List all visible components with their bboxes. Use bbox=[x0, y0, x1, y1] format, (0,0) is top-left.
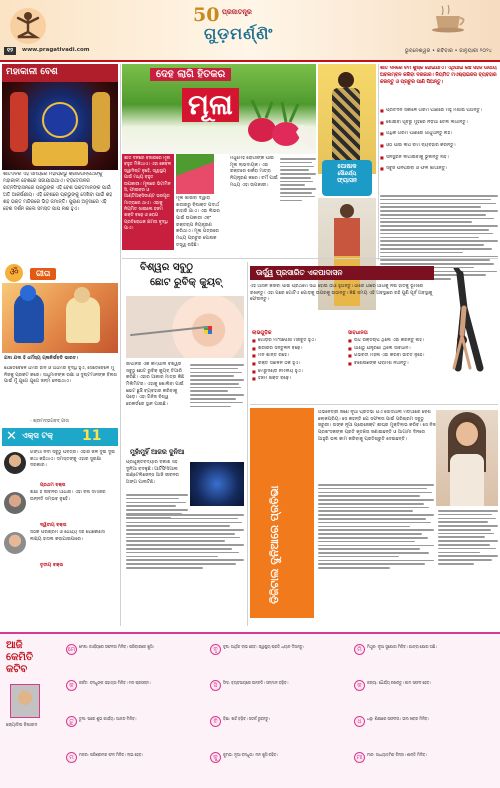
tip-item: ■ ଶୋଇବା ପୂର୍ବରୁ ମୁହଁରେ ନଡ଼ିଆ ତେଲ ଲଗାନ୍ତୁ। bbox=[380, 120, 498, 127]
astrologer-photo bbox=[10, 684, 40, 718]
tip-item: ■ ଓଠ ପାଇଁ ଲିପ ବାମ ବ୍ୟବହାର କରନ୍ତୁ। bbox=[380, 143, 498, 150]
zodiac-text: ବୃଷ: ଆର୍ଥିକ ଲାଭ ହେବ। ସ୍ୱାସ୍ଥ୍ୟ ପ୍ରତି ଧ୍ୟାନ ଦିଅନ୍ତୁ। bbox=[223, 644, 305, 649]
rubik-title-1: ବିଶ୍ୱର ସବୁଠୁ bbox=[140, 262, 193, 273]
cancer-icon: କ bbox=[66, 680, 77, 691]
fashion-label bbox=[322, 160, 372, 196]
radish-photo bbox=[176, 154, 214, 194]
horoscope-title bbox=[6, 640, 62, 676]
xtalk-quote-3: ସଠିକ ପରିଶ୍ରମ ଓ ଧୈର୍ଯ୍ୟ ସହ ଯେକୌଣସି ଲକ୍ଷ୍ୟ ହାସଲ କରାଯାଇପାରେ। bbox=[30, 530, 105, 542]
aquarius-icon: କୁ bbox=[210, 752, 221, 763]
horoscope-section bbox=[0, 632, 500, 788]
zodiac-text: ତୁଳା: ଘରେ ଶୁଭ କାର୍ଯ୍ୟ। ଆନନ୍ଦ ମିଳିବ। bbox=[79, 716, 137, 721]
interview-right-lines bbox=[438, 510, 498, 565]
zodiac-text: ମେଷ: କାର୍ଯ୍ୟରେ ସଫଳତା ମିଳିବ। ପରିବାରରେ ଖୁସି। bbox=[79, 644, 155, 649]
gita-verse: ଯଦା ଯଦା ହି ଧର୍ମସ୍ୟ ଗ୍ଳାନିର୍ଭବତି ଭାରତ। bbox=[4, 356, 78, 361]
anniversary-badge: 50 bbox=[193, 4, 220, 26]
xtalk-avatar-1 bbox=[4, 452, 26, 474]
yoga-caution: ■ ଗର୍ଭବତୀ ମହିଳା ଏହା କରିବା ଉଚିତ ନୁହେଁ। bbox=[348, 353, 438, 360]
rubik-sub-body: ପ୍ରଯୁକ୍ତିବିଦ୍ୟାର ବିକାଶ ସହ ଦୁନିଆ ବଦଳୁଛି। ଆର୍ଟିଫିସିଆଲ ଇଣ୍ଟେଲିଜେନ୍ସ ଆଜି ଜୀବନର ଅଙ୍ଗ ପାଲଟିଛି। bbox=[126, 460, 179, 485]
tips-list bbox=[380, 108, 498, 178]
tip-item: ■ ସବୁଜ ପନିପରିବା ଓ ଫଳ ଖାଆନ୍ତୁ। bbox=[380, 166, 498, 173]
xtalk-avatar-3 bbox=[4, 532, 26, 554]
mahakali-title: ମହାକାଳୀ ବେଶ bbox=[2, 64, 118, 82]
teacup-icon bbox=[430, 4, 470, 34]
ai-image bbox=[190, 462, 244, 506]
horoscope-title-3: କଟିବ bbox=[6, 664, 28, 675]
zodiac-leo bbox=[210, 680, 350, 691]
mula-text-lines bbox=[280, 158, 316, 201]
yoga-col1-head: ଲାଭଗୁଡ଼ିକ bbox=[252, 330, 272, 336]
page-number: ୧୨ bbox=[4, 47, 16, 55]
xtalk-number: 11 bbox=[82, 428, 102, 444]
masthead-title: ଗୁଡ଼ମର୍ଣ୍ଣିଂ bbox=[204, 24, 274, 43]
xtalk-label: ଏକ୍ସ ଟକ୍ bbox=[22, 431, 53, 440]
interview-heading: ଡିଜିଟାଲ ଦୁନିଆରେ ପ୍ରତିଭା bbox=[268, 485, 281, 604]
mula-col3: ମଧୁମେହ ରୋଗୀଙ୍କ ପାଇଁ ମୂଳା ଲାଭଦାୟକ। ଏହା ରକ୍ତରେ ଶର୍କରା ମାତ୍ରା ନିୟନ୍ତ୍ରଣ କରେ। ଚର୍ମ ପାଇଁ ମଧ୍ୟ ଏହା ଉପକାରୀ। bbox=[230, 156, 278, 188]
divider bbox=[250, 404, 498, 405]
yoga-caution: ■ ବିଶେଷଜ୍ଞଙ୍କ ପରାମର୍ଶ ନିଅନ୍ତୁ। bbox=[348, 361, 438, 368]
brand-small: ପ୍ରଜାତନ୍ତ୍ର bbox=[222, 8, 252, 16]
mula-banner bbox=[122, 64, 316, 154]
gemini-icon: ମି bbox=[354, 644, 365, 655]
zodiac-virgo bbox=[354, 680, 494, 691]
virgo-icon: କ bbox=[354, 680, 365, 691]
yoga-body: ଏହି ଆସନ କରିବା ପାଇଁ ପ୍ରଥମେ ସିଧା ହୋଇ ଠିଆ ହୁଅନ୍ତୁ। ଧୀରେ ଧୀରେ ଆଗକୁ ନଇଁ ହାତକୁ ଭୂମିରେ ରଖନ୍ତୁ। ଏହା ପରେ ଗୋଟିଏ ଗୋଡ଼କୁ ଉପରକୁ ଉଠାନ୍ତୁ। କିଛି ସମୟ ଏହି ଅବସ୍ଥାରେ ରହି ପୁଣି ପୂର୍ବ ଅବସ୍ଥାକୁ ଫେରନ୍ତୁ। bbox=[250, 284, 433, 303]
divider bbox=[120, 64, 121, 626]
mahakali-photo bbox=[2, 82, 118, 170]
sagittarius-icon: ଧ bbox=[354, 716, 365, 727]
actress-photo bbox=[436, 410, 498, 506]
site-url[interactable]: www.pragativadi.com bbox=[22, 47, 90, 53]
xtalk-name-2: ଦ୍ୱିତୀୟ ବକ୍ତା bbox=[40, 523, 67, 528]
mula-title: ମୂଳା bbox=[182, 88, 239, 122]
zodiac-text: କନ୍ୟା: ଧୈର୍ଯ୍ୟ ରଖନ୍ତୁ। କାମ ସଫଳ ହେବ। bbox=[367, 680, 431, 685]
zodiac-text: ବିଛା: ଖର୍ଚ୍ଚ ବଢ଼ିବ। ସତର୍କ ରୁହନ୍ତୁ। bbox=[223, 716, 271, 721]
gita-body: ଯେତେବେଳେ ଧର୍ମର ହାନି ଓ ଅଧର୍ମର ବୃଦ୍ଧି ହୁଏ, ସେତେବେଳେ ମୁଁ ନିଜକୁ ପ୍ରକଟ କରେ। ସାଧୁମାନଙ୍କ ରକ୍ଷା ଓ ଦୁଷ୍ଟମାନଙ୍କ ବିନାଶ ପାଇଁ ମୁଁ ଯୁଗେ ଯୁଗେ ଜନ୍ମ ନେଇଥାଏ। bbox=[4, 366, 117, 385]
divider bbox=[122, 258, 498, 259]
pisces-icon: ମୀ bbox=[354, 752, 365, 763]
gita-om-icon: ॐ bbox=[5, 264, 23, 282]
interview-panel bbox=[250, 408, 314, 618]
rubik-title-2: ଛୋଟ ରୁବିକ୍ କ୍ୟୁବ୍ bbox=[150, 277, 222, 288]
masthead-rule bbox=[0, 60, 500, 62]
zodiac-aries bbox=[66, 644, 206, 655]
zodiac-libra bbox=[66, 716, 206, 727]
rubik-body: ଜାପାନର ଏକ କମ୍ପାନୀ ବିଶ୍ୱର ସବୁଠୁ ଛୋଟ ରୁବିକ୍ କ୍ୟୁବ୍ ତିଆରି କରିଛି। ଏହାର ଆକାର ମାତ୍ର କିଛି ମିଲିମିଟର। ଏହାକୁ ଖୋଲିବା ପାଇଁ ଛୋଟ ଛୁଞ୍ଚି ବ୍ୟବହାର କରିବାକୁ ପଡ଼େ। ଏହା ଗିନିଜ ବିଶ୍ୱ ରେକର୍ଡରେ ସ୍ଥାନ ପାଇଛି। bbox=[126, 362, 185, 407]
xtalk-header bbox=[2, 428, 118, 446]
mahakali-body: ଶୀତଦିନର ଏହି ସମୟରେ ମହାପ୍ରଭୁ ଶ୍ରୀଜଗନ୍ନାଥଙ୍କୁ ମହାକାଳୀ ବେଶରେ ସଜାଯାଇଥାଏ। ବଡ଼ଦେଉଳର ରତ୍ନସିଂହାସନରେ ପ୍ରଭୁଙ୍କ ଏହି ବେଶ ଭକ୍ତମାନଙ୍କ ପାଇଁ ଅତି ଆକର୍ଷଣୀୟ। ଏହି ବେଶରେ ପ୍ରଭୁଙ୍କୁ ଦେଖିବା ପାଇଁ ଶହ ଶହ ଭକ୍ତ ମନ୍ଦିରରେ ଭିଡ଼ ଜମାନ୍ତି। ପୁରାଣ ଅନୁସାରେ ଏହି ବେଶ ଦର୍ଶନ କଲେ ସମସ୍ତ ପାପ ନାଶ ହୁଏ। bbox=[3, 172, 113, 212]
aries-icon: ମେ bbox=[66, 644, 77, 655]
masthead bbox=[0, 0, 500, 60]
gita-credit: - ଶ୍ରୀମଦ୍ଭଗବଦ୍ ଗୀତା bbox=[30, 419, 69, 424]
zodiac-capricorn bbox=[66, 752, 206, 763]
mula-kicker: ଦେହ ଲାଗି ହିତକର bbox=[150, 68, 231, 81]
fashion-label-1: ପୋଷାକ bbox=[337, 163, 357, 170]
zodiac-text: ମିଥୁନ: ନୂଆ ସୁଯୋଗ ମିଳିବ। ଯାତ୍ରା ଯୋଗ ଅଛି। bbox=[367, 644, 437, 649]
zodiac-gemini bbox=[354, 644, 494, 655]
leo-icon: ସି bbox=[210, 680, 221, 691]
yoga-benefit: ■ ଶରୀରର ସନ୍ତୁଳନ ବଢ଼େ। bbox=[252, 346, 344, 353]
rubik-sub: ମୁହାଁମୁହିଁ ଆଜର ଦୁନିଆ bbox=[130, 448, 185, 456]
fashion-label-2: ସୌନ୍ଦର୍ଯ୍ୟ bbox=[337, 171, 357, 177]
xtalk-avatar-2 bbox=[4, 492, 26, 514]
interview-body: ଅଭିନେତ୍ରୀ ଜଣେ ନୂଆ ପ୍ରତିଭା ଯିଏ ସୋସିଆଲ ମିଡିଆରେ ବେଶ ଲୋକପ୍ରିୟ। ସେ କହନ୍ତି ଯେ ସଫଳତା ପାଇଁ ପରିଶ୍ରମ ସବୁଠୁ ଜରୁରୀ। ତାଙ୍କ ନୂଆ ପ୍ରୋଜେକ୍ଟ ଶୀଘ୍ର ମୁକ୍ତିଲାଭ କରିବ। ସେ ନିଜ ପ୍ରଶଂସକଙ୍କ ପ୍ରତି କୃତଜ୍ଞତା ଜଣାଇଛନ୍ତି ଓ ଆଗାମୀ ଦିନରେ ଆହୁରି ଭଲ କାମ କରିବାକୁ ପ୍ରତିଶ୍ରୁତି ଦେଇଛନ୍ତି। bbox=[318, 410, 436, 442]
tips-lead: ଶୀତ ଦିନରେ ଚର୍ମ ଶୁଷ୍କ ହୋଇଯାଏ। ଏଥିପାଇଁ କିଛି ସହଜ ଉପାୟ ଅବଲମ୍ବନ କରିବା ଦରକାର। ନିୟମିତ ମଏଶ୍ଚରାଇଜର ବ୍ୟବହାର କରନ୍ତୁ ଓ ପ୍ରଚୁର ପାଣି ପିଅନ୍ତୁ। bbox=[380, 66, 497, 85]
gita-illustration bbox=[2, 283, 118, 353]
yoga-title: ଊର୍ଦ୍ଧ୍ୱ ପ୍ରସାରିତ ଏକପାଦାସନ bbox=[250, 266, 434, 280]
zodiac-text: ମକର: ପରିଶ୍ରମର ଫଳ ମିଳିବ। ଲାଭ ହେବ। bbox=[79, 752, 144, 757]
xtalk-x-icon: ✕ bbox=[6, 429, 17, 444]
rubik-photo bbox=[126, 296, 244, 358]
zodiac-text: କୁମ୍ଭ: ନୂଆ ବନ୍ଧୁତା। ମନ ଖୁସି ରହିବ। bbox=[223, 752, 278, 757]
yoga-benefit: ■ ମେରୁଦଣ୍ଡ ନମନୀୟ ହୁଏ। bbox=[252, 369, 344, 376]
zodiac-text: ସିଂହ: ବ୍ୟବସାୟରେ ଉନ୍ନତି। ସମ୍ମାନ ବଢ଼ିବ। bbox=[223, 680, 289, 685]
tip-item: ■ ଅଧିକ ଗରମ ପାଣିରେ ଗାଧୁଅନ୍ତୁ ନାହିଁ। bbox=[380, 131, 498, 138]
zodiac-text: ଧନୁ: ଶିକ୍ଷାରେ ସଫଳତା। ଭଲ ଖବର ମିଳିବ। bbox=[367, 716, 430, 721]
zodiac-aquarius bbox=[210, 752, 350, 763]
libra-icon: ତୁ bbox=[66, 716, 77, 727]
divider bbox=[378, 64, 379, 260]
yoga-figure bbox=[440, 268, 498, 378]
yoga-figure-logo bbox=[8, 6, 48, 46]
astrologer-label: ଜ୍ୟୋତିଷ ବିଶାରଦ bbox=[6, 723, 38, 728]
xtalk-quote-2: ଶିକ୍ଷା ହିଁ ଜୀବନର ଆଧାର। ଏହା ବିନା ସମାଜର ଉନ୍ନତି ସମ୍ଭବ ନୁହେଁ। bbox=[30, 490, 106, 502]
zodiac-text: ମୀନ: ଆଧ୍ୟାତ୍ମିକ ଚିନ୍ତା। ଶାନ୍ତି ମିଳିବ। bbox=[367, 752, 427, 757]
gita-label: ଗୀତା bbox=[30, 268, 56, 280]
yoga-col2 bbox=[348, 338, 438, 369]
zodiac-cancer bbox=[66, 680, 206, 691]
taurus-icon: ବୃ bbox=[210, 644, 221, 655]
mula-intro: ଶୀତ ଦିନରେ ବଜାରରେ ମୂଳା ବହୁତ ମିଳିଥାଏ। ଏହା କେବଳ ସ୍ୱାଦିଷ୍ଟ ନୁହେଁ, ସ୍ୱାସ୍ଥ୍ୟ ପାଇଁ ମଧ୍ୟ ବହୁତ ଉପକାରୀ। ମୂଳାରେ ଭିଟାମିନ ସି, ଫାଇବର ଓ ଆଣ୍ଟିଅକ୍ସିଡାଣ୍ଟ ଭରପୂର ମାତ୍ରାରେ ଥାଏ। ଏହାକୁ ନିୟମିତ ଖାଇଲେ ହଜମ ଶକ୍ତି ବଢ଼େ ଓ ରୋଗ ପ୍ରତିରୋଧକ କ୍ଷମତା ବୃଦ୍ଧି ପାଏ। bbox=[124, 156, 171, 232]
mula-col2: ମୂଳା ଖାଇବା ଦ୍ୱାରା ଶରୀରରୁ ବିଷାକ୍ତ ପଦାର୍ଥ ବାହାରି ଯାଏ। ଏହା ଲିଭର ପାଇଁ ଉପକାରୀ ଏବଂ ରକ୍ତଚାପ ନିୟନ୍ତ୍ରଣ କରିଥାଏ। ମୂଳା ପତ୍ରରେ ମଧ୍ୟ ପ୍ରଚୁର ପୋଷକ ତତ୍ତ୍ୱ ରହିଛି। bbox=[176, 196, 220, 248]
horoscope-title-1: ଆଜି bbox=[6, 640, 23, 651]
zodiac-sagittarius bbox=[354, 716, 494, 727]
horoscope-title-2: କେମିତି bbox=[6, 652, 34, 663]
yoga-benefit: ■ ମନ ଶାନ୍ତ ରହେ। bbox=[252, 353, 344, 360]
rubik-text-lines bbox=[190, 364, 244, 407]
yoga-col1 bbox=[252, 338, 344, 384]
divider bbox=[247, 262, 248, 626]
capricorn-icon: ମ bbox=[66, 752, 77, 763]
yoga-benefit: ■ ଗୋଡ଼ର ମାଂସପେଶୀ ମଜବୁତ ହୁଏ। bbox=[252, 338, 344, 345]
yoga-col2-head: ସାବଧାନତା bbox=[348, 330, 368, 336]
radish-image bbox=[242, 100, 316, 154]
date-line: ଭୁବନେଶ୍ୱର • ରବିବାର • ଜାନୁୟାରୀ ୨୦୨୪ bbox=[404, 48, 492, 54]
yoga-caution: ■ ଆଣ୍ଠୁ ଯନ୍ତ୍ରଣା ଥିଲେ ସାବଧାନ। bbox=[348, 346, 438, 353]
zodiac-pisces bbox=[354, 752, 494, 763]
yoga-benefit: ■ ହଜମ ଶକ୍ତି ବଢ଼େ। bbox=[252, 376, 344, 383]
xtalk-quote-1: ଗଙ୍ଗା ନଦୀ ସବୁଠୁ ପବିତ୍ର। ଏହାର ଜଳ ଦୁଇ ଦୁଇ କଥା କହିଥାଏ। ସମସ୍ତଙ୍କୁ ଏହାର ସୁରକ୍ଷା ଦରକାର। bbox=[30, 450, 115, 469]
zodiac-text: କର୍କଟ: ବନ୍ଧୁଙ୍କ ସହାୟତା ମିଳିବ। ମନ ପ୍ରସନ୍ନ। bbox=[79, 680, 151, 685]
fashion-label-3: ଫ୍ୟାସନ bbox=[336, 177, 358, 184]
scorpio-icon: ବି bbox=[210, 716, 221, 727]
yoga-caution: ■ ଉଚ୍ଚ ରକ୍ତଚାପ ଥିଲେ ଏହା କରନ୍ତୁ ନାହିଁ। bbox=[348, 338, 438, 345]
fashion-photo-top bbox=[318, 64, 376, 174]
tip-item: ■ ସନସ୍କ୍ରିନ ଲଗାଇବାକୁ ଭୁଲନ୍ତୁ ନାହିଁ। bbox=[380, 155, 498, 162]
interview-text-lines bbox=[318, 484, 434, 569]
xtalk-name-3: ତୃତୀୟ ବକ୍ତା bbox=[40, 563, 64, 568]
zodiac-taurus bbox=[210, 644, 350, 655]
zodiac-scorpio bbox=[210, 716, 350, 727]
yoga-benefit: ■ ରକ୍ତ ସଞ୍ଚାଳନ ଠିକ ହୁଏ। bbox=[252, 361, 344, 368]
xtalk-name-1: ପ୍ରଥମ ବକ୍ତା bbox=[40, 483, 66, 488]
rubik-bottom-lines bbox=[126, 514, 244, 569]
tip-item: ■ ପ୍ରତିଦିନ ସକାଳେ ଗରମ ପାଣିରେ ମହୁ ମିଶାଇ ପିଅନ୍ତୁ। bbox=[380, 108, 498, 115]
